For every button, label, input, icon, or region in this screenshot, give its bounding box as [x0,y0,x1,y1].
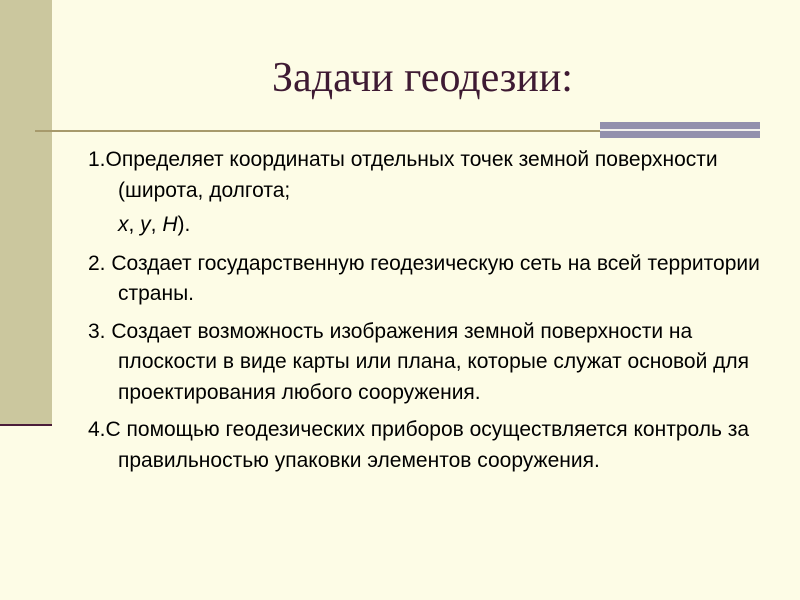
list-item: 2. Создает государственную геодезическую сеть на всей территории страны. [88,251,760,305]
list-item: 1.Определяет координаты отдельных точек земной поверхности (широта, долгота; [88,148,718,202]
coord-end: ). [177,213,191,236]
coord-y: y [140,213,151,236]
coord-separator: , [128,213,141,236]
slide-body [88,145,778,483]
list-item: 4.С помощью геодезических приборов осуществляется контроль за правильностью упаковки элементов сооружения. [88,418,750,472]
slide-title: Задачи геодезии: [272,55,573,101]
list-item: 3. Создает возможность изображения земной поверхности на плоскости в виде карты или плана, которые служат основой для проектирования любого сооружения. [88,319,750,404]
left-bar-underline [0,424,52,426]
coord-h: H [162,213,178,236]
coord-separator: , [150,213,163,236]
title-divider [35,130,600,132]
coordinates-line [88,210,778,241]
title-accent-line [600,129,760,131]
coord-x: x [118,213,129,236]
